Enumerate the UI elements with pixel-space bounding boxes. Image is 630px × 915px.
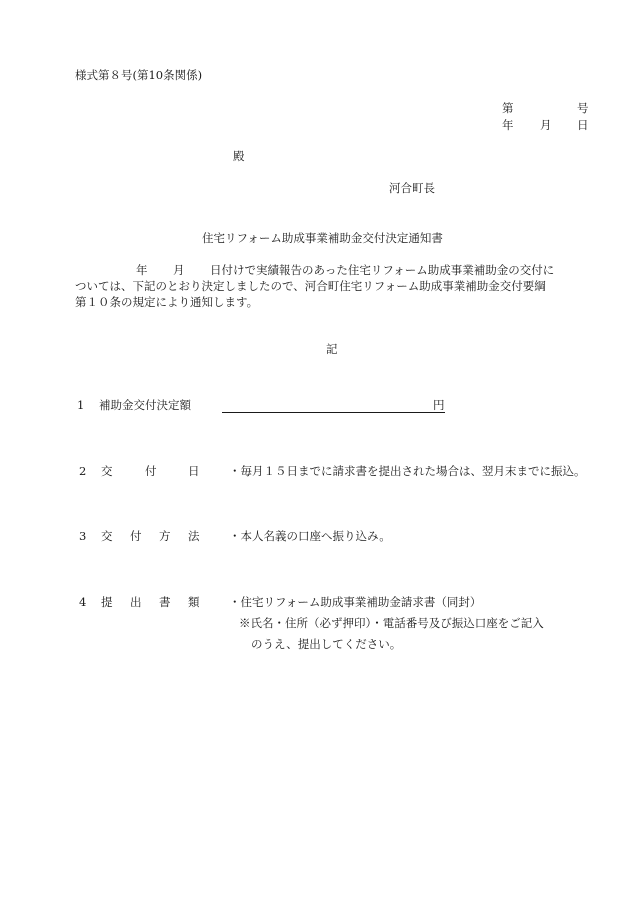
item-2-label-char-1: 交 <box>101 464 113 478</box>
item-4-label-char-2: 出 <box>130 595 142 609</box>
intro-month-label: 月 <box>173 263 185 277</box>
item-4-label-char-3: 書 <box>159 595 171 609</box>
ki-heading: 記 <box>326 342 338 356</box>
item-3-number: 3 <box>79 529 87 543</box>
item-3-label-char-1: 交 <box>101 529 113 543</box>
item-1-unit: 円 <box>433 398 445 412</box>
item-1-number: 1 <box>77 398 85 412</box>
date-year-label: 年 <box>502 118 514 132</box>
doc-number-suffix: 号 <box>577 101 589 115</box>
item-4-label-char-1: 提 <box>101 595 113 609</box>
document-title: 住宅リフォーム助成事業補助金交付決定通知書 <box>202 231 443 245</box>
intro-line-2: ついては、下記のとおり決定しましたので、河合町住宅リフォーム助成事業補助金交付要綱 <box>75 279 546 293</box>
date-month-label: 月 <box>540 118 552 132</box>
item-2-number: 2 <box>79 464 87 478</box>
recipient-honorific: 殿 <box>233 149 245 163</box>
item-3-label-char-4: 法 <box>188 529 200 543</box>
intro-line-3: 第１０条の規定により通知します。 <box>75 295 259 309</box>
sender-name: 河合町長 <box>389 181 435 195</box>
item-4-label-char-4: 類 <box>188 595 200 609</box>
intro-line-1: 日付けで実績報告のあった住宅リフォーム助成事業補助金の交付に <box>210 263 555 277</box>
doc-number-prefix: 第 <box>502 101 514 115</box>
item-4-note-line-1: ※氏名・住所（必ず押印）・電話番号及び振込口座をご記入 <box>239 616 544 630</box>
form-number: 様式第８号(第10条関係) <box>75 68 203 82</box>
item-3-label-char-3: 方 <box>159 529 171 543</box>
item-4-number: 4 <box>79 595 87 609</box>
item-3-label-char-2: 付 <box>130 529 142 543</box>
item-4-value: ・住宅リフォーム助成事業補助金請求書（同封） <box>229 595 482 609</box>
date-day-label: 日 <box>577 118 589 132</box>
item-2-label-char-2: 付 <box>145 464 157 478</box>
intro-year-label: 年 <box>136 263 148 277</box>
amount-underline <box>222 412 445 413</box>
item-4-note-line-2: のうえ、提出してください。 <box>251 637 402 651</box>
item-3-value: ・本人名義の口座へ振り込み。 <box>229 529 391 543</box>
item-1-label: 補助金交付決定額 <box>99 398 191 412</box>
item-2-label-char-3: 日 <box>188 464 200 478</box>
item-2-value: ・毎月１５日までに請求書を提出された場合は、翌月末までに振込。 <box>229 464 586 478</box>
